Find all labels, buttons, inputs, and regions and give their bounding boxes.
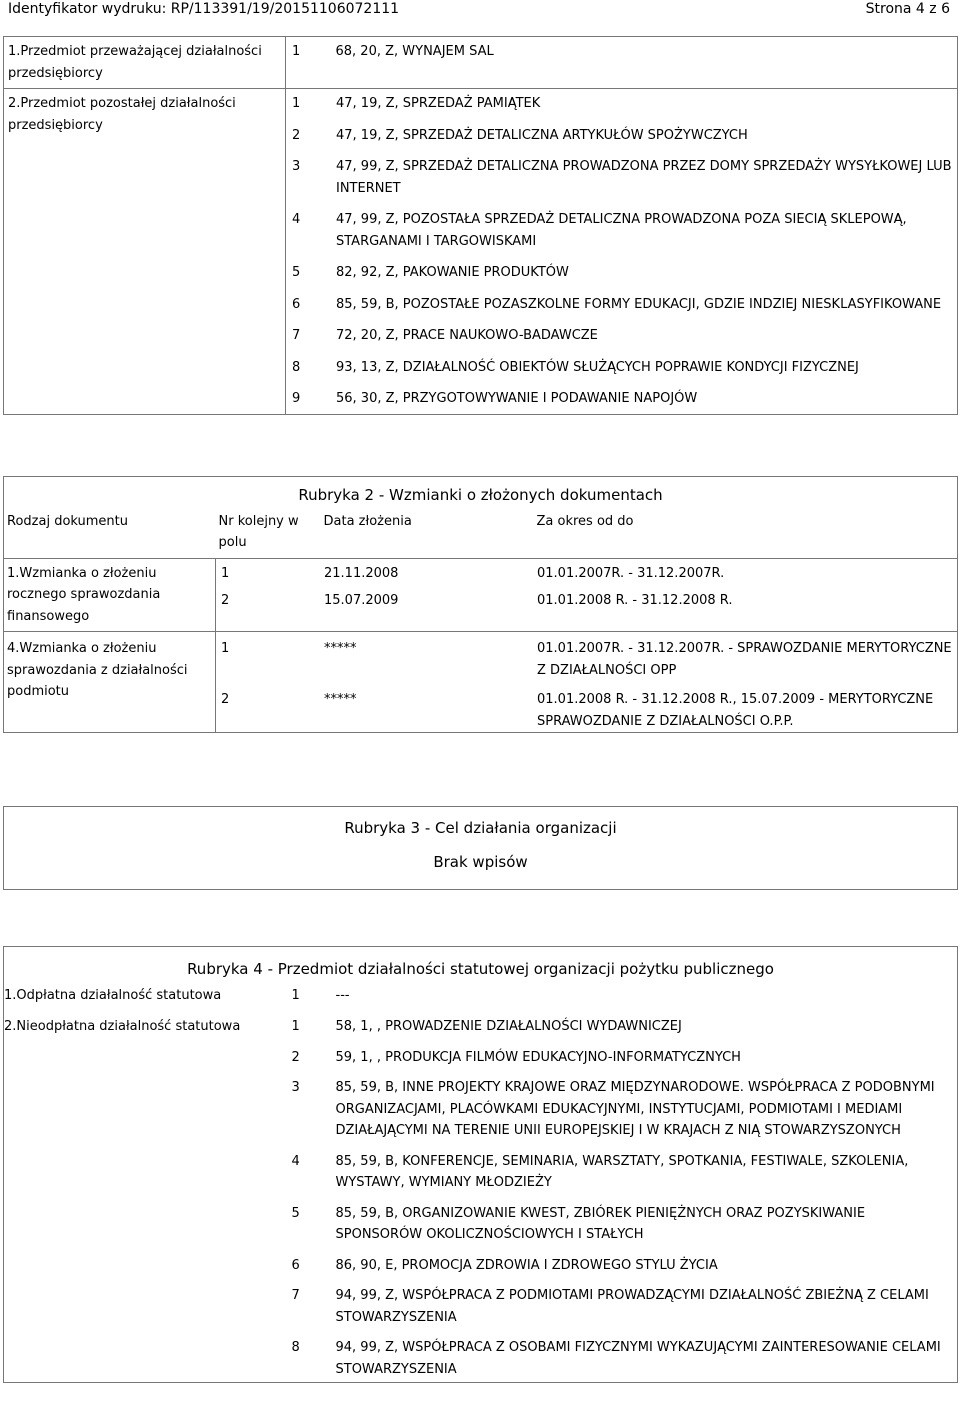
list-item: 2 ***** 01.01.2008 R. - 31.12.2008 R., 15.07.2009 - MERYTORYCZNE SPRAWOZDANIE Z DZIAŁALNOŚCI O.P.P.: [221, 692, 934, 729]
col-header-period: Za okres od do: [534, 507, 958, 559]
col-header-date: Data złożenia: [321, 507, 534, 559]
page-number: Strona 4 z 6: [865, 1, 950, 17]
col-header-doc: Rodzaj dokumentu: [4, 507, 216, 559]
list-item: 4 85, 59, B, KONFERENCJE, SEMINARIA, WARSZTATY, SPOTKANIA, FESTIWALE, SZKOLENIA, WYSTAWY, WYMIANY MŁODZIEŻY: [291, 1153, 909, 1190]
list-item: 1 21.11.2008 01.01.2007R. - 31.12.2007R.: [221, 565, 725, 581]
col-header-nr: Nr kolejny w polu: [216, 507, 321, 559]
rubryka-4-table: [3, 946, 958, 1383]
paid-activity-label: 1.Odpłatna działalność statutowa: [4, 981, 286, 1011]
paid-activity-value: ---: [334, 981, 958, 1011]
table-header-row: [4, 507, 958, 559]
doc-group-1-label: 1.Wzmianka o złożeniu rocznego sprawozdania finansowego: [4, 558, 216, 632]
list-item: 1 58, 1, , PROWADZENIE DZIAŁALNOŚCI WYDAWNICZEJ: [291, 1019, 682, 1034]
main-activity-value: 68, 20, Z, WYNAJEM SAL: [334, 37, 958, 89]
list-item: 1 ***** 01.01.2007R. - 31.12.2007R. - SPRAWOZDANIE MERYTORYCZNE Z DZIAŁALNOŚCI OPP: [221, 641, 952, 678]
other-activities-row: [4, 89, 958, 415]
list-item: 8 94, 99, Z, WSPÓŁPRACA Z OSOBAMI FIZYCZNYMI WYKAZUJĄCYMI ZAINTERESOWANIE CELAMI STOWARZYSZENIA: [291, 1340, 941, 1377]
print-identifier: Identyfikator wydruku: RP/113391/19/20151106072111: [8, 1, 400, 17]
list-item: 8 93, 13, Z, DZIAŁALNOŚĆ OBIEKTÓW SŁUŻĄCYCH POPRAWIE KONDYCJI FIZYCZNEJ: [292, 359, 859, 375]
other-activities-list: [286, 93, 957, 410]
list-item: 2 47, 19, Z, SPRZEDAŻ DETALICZNA ARTYKUŁÓW SPOŻYWCZYCH: [292, 127, 748, 143]
free-activity-row: [4, 1010, 958, 1383]
list-item: 9 56, 30, Z, PRZYGOTOWYWANIE I PODAWANIE NAPOJÓW: [292, 391, 698, 406]
other-activities-label: 2.Przedmiot pozostałej działalności przedsiębiorcy: [4, 89, 286, 415]
activities-table: [3, 36, 958, 415]
main-activity-label: 1.Przedmiot przeważającej działalności przedsiębiorcy: [4, 37, 286, 89]
main-activity-num: 1: [286, 37, 334, 89]
list-item: 6 85, 59, B, POZOSTAŁE POZASZKOLNE FORMY EDUKACJI, GDZIE INDZIEJ NIESKLASYFIKOWANE: [292, 296, 942, 312]
rubryka-2-table: [3, 476, 958, 733]
table-row: [4, 632, 958, 733]
rubryka-3-title: Rubryka 3 - Cel działania organizacji: [344, 819, 617, 837]
list-item: 7 72, 20, Z, PRACE NAUKOWO-BADAWCZE: [292, 328, 598, 343]
list-item: 3 47, 99, Z, SPRZEDAŻ DETALICZNA PROWADZONA PRZEZ DOMY SPRZEDAŻY WYSYŁKOWEJ LUB INTERNET: [292, 159, 952, 196]
free-activity-list: [286, 1016, 958, 1382]
list-item: 5 85, 59, B, ORGANIZOWANIE KWEST, ZBIÓREK PIENIĘŻNYCH ORAZ POZYSKIWANIE SPONSORÓW OKOLICZNOŚCIOWYCH I STAŁYCH: [291, 1205, 866, 1242]
list-item: 7 94, 99, Z, WSPÓŁPRACA Z PODMIOTAMI PROWADZĄCYMI DZIAŁALNOŚĆ ZBIEŻNĄ Z CELAMI STOWARZYSZENIA: [291, 1288, 929, 1325]
rubryka-3-table: [3, 806, 958, 890]
no-entries-text: Brak wpisów: [433, 853, 528, 871]
rubryka-4-title: Rubryka 4 - Przedmiot działalności statutowej organizacji pożytku publicznego: [4, 947, 958, 981]
print-header: [0, 0, 960, 22]
paid-activity-row: [4, 981, 958, 1011]
list-item: 2 59, 1, , PRODUKCJA FILMÓW EDUKACYJNO-INFORMATYCZNYCH: [291, 1049, 741, 1065]
doc-group-2-label: 4.Wzmianka o złożeniu sprawozdania z działalności podmiotu: [4, 632, 216, 733]
list-item: 1 47, 19, Z, SPRZEDAŻ PAMIĄTEK: [292, 96, 541, 111]
paid-activity-num: 1: [291, 987, 300, 1003]
list-item: 5 82, 92, Z, PAKOWANIE PRODUKTÓW: [292, 265, 569, 280]
table-row: [4, 558, 958, 632]
list-item: 4 47, 99, Z, POZOSTAŁA SPRZEDAŻ DETALICZNA PROWADZONA POZA SIECIĄ SKLEPOWĄ, STARGANAMI I TARGOWISKAMI: [292, 212, 907, 249]
free-activity-label: 2.Nieodpłatna działalność statutowa: [4, 1010, 286, 1383]
rubryka-2-title: Rubryka 2 - Wzmianki o złożonych dokumentach: [4, 477, 958, 507]
main-activity-row: [4, 37, 958, 89]
list-item: 3 85, 59, B, INNE PROJEKTY KRAJOWE ORAZ MIĘDZYNARODOWE. WSPÓŁPRACA Z PODOBNYMI ORGANIZACJAMI, PLACÓWKAMI EDUKACYJNYMI, INSTYTUCJAMI, PODMIOTAMI I MEDIAMI DZIAŁAJĄCYMI NA TERENIE UNII EUROPEJSKIEJ I W KRAJACH Z NIĄ STOWARZYSZONYCH: [291, 1080, 935, 1138]
list-item: 6 86, 90, E, PROMOCJA ZDROWIA I ZDROWEGO STYLU ŻYCIA: [291, 1257, 718, 1273]
list-item: 2 15.07.2009 01.01.2008 R. - 31.12.2008 R.: [221, 593, 733, 608]
